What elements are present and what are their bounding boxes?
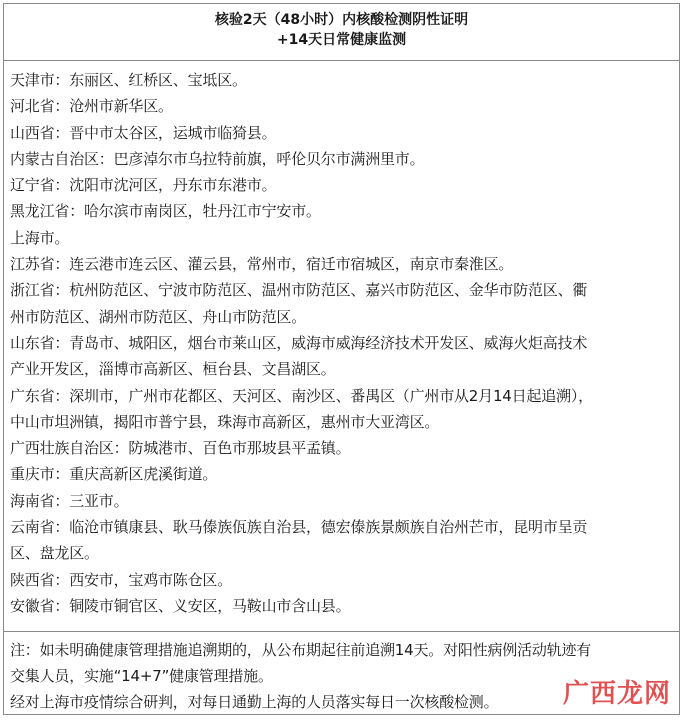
region-line: 产业开发区，淄博市高新区、桓台县、文昌湖区。 bbox=[10, 360, 336, 379]
region-row bbox=[10, 277, 673, 330]
region-line: 安徽省：铜陵市铜官区、义安区，马鞍山市含山县。 bbox=[10, 596, 351, 615]
region-row bbox=[10, 488, 673, 514]
region-line: 江苏省：连云港市连云区、灌云县，常州市，宿迁市宿城区，南京市秦淮区。 bbox=[10, 255, 514, 274]
region-list bbox=[4, 61, 679, 632]
region-row bbox=[10, 435, 673, 461]
region-line: 中山市坦洲镇，揭阳市普宁县，珠海市高新区，惠州市大亚湾区。 bbox=[10, 412, 440, 431]
region-row bbox=[10, 251, 673, 277]
region-row bbox=[10, 93, 673, 119]
region-line: 陕西省：西安市，宝鸡市陈仓区。 bbox=[10, 570, 233, 589]
region-row bbox=[10, 225, 673, 251]
region-line: 重庆市：重庆高新区虎溪街道。 bbox=[10, 465, 218, 484]
note-line: 注：如未明确健康管理措施追溯期的，从公布期起往前追溯14天。对阳性病例活动轨迹有 bbox=[10, 641, 592, 659]
region-line: 海南省：三亚市。 bbox=[10, 491, 129, 510]
region-line: 广东省：深圳市，广州市花都区、天河区、南沙区、番禺区（广州市从2月14日起追溯）， bbox=[10, 386, 593, 405]
region-line: 区、盘龙区。 bbox=[10, 544, 99, 563]
region-row bbox=[10, 461, 673, 487]
region-line: 内蒙古自治区：巴彦淖尔市乌拉特前旗，呼伦贝尔市满洲里市。 bbox=[10, 149, 425, 168]
region-line: 云南省：临沧市镇康县、耿马傣族佤族自治县，德宏傣族景颇族自治州芒市，昆明市呈贡 bbox=[10, 518, 588, 537]
region-row bbox=[10, 146, 673, 172]
region-line: 广西壮族自治区：防城港市、百色市那坡县平孟镇。 bbox=[10, 439, 351, 458]
region-line: 天津市：东丽区、红桥区、宝坻区。 bbox=[10, 71, 247, 89]
region-line: 浙江省：杭州防范区、宁波市防范区、温州市防范区、嘉兴市防范区、金华市防范区、衢 bbox=[10, 281, 588, 300]
region-row bbox=[10, 383, 673, 436]
region-line: 山东省：青岛市、城阳区，烟台市莱山区，威海市威海经济技术开发区、威海火炬高技术 bbox=[10, 333, 588, 352]
region-row bbox=[10, 593, 673, 619]
region-row bbox=[10, 514, 673, 567]
region-line: 河北省：沧州市新华区。 bbox=[10, 97, 173, 116]
title-line-1: 核验2天（48小时）内核酸检测阴性证明 bbox=[214, 12, 469, 28]
title-line-2: +14天日常健康监测 bbox=[276, 32, 407, 48]
title-cell bbox=[4, 4, 679, 61]
region-line: 山西省：晋中市太谷区，运城市临猗县。 bbox=[10, 123, 277, 142]
note-line: 交集人员，实施“14+7”健康管理措施。 bbox=[10, 667, 273, 685]
region-line: 上海市。 bbox=[10, 228, 70, 247]
watermark-logo: 广西龙网 bbox=[562, 679, 671, 709]
region-line: 黑龙江省：哈尔滨市南岗区，牡丹江市宁安市。 bbox=[10, 202, 321, 221]
note-line: 经对上海市疫情综合研判，对每日通勤上海的人员落实每日一次核酸检测。 bbox=[10, 693, 499, 711]
region-row bbox=[10, 120, 673, 146]
region-row bbox=[10, 198, 673, 224]
region-row bbox=[10, 330, 673, 383]
region-row bbox=[10, 172, 673, 198]
region-row bbox=[10, 67, 673, 93]
region-line: 辽宁省：沈阳市沈河区，丹东市东港市。 bbox=[10, 176, 277, 195]
notice-table bbox=[3, 3, 680, 715]
region-row bbox=[10, 567, 673, 593]
region-line: 州市防范区、湖州市防范区、舟山市防范区。 bbox=[10, 307, 307, 326]
